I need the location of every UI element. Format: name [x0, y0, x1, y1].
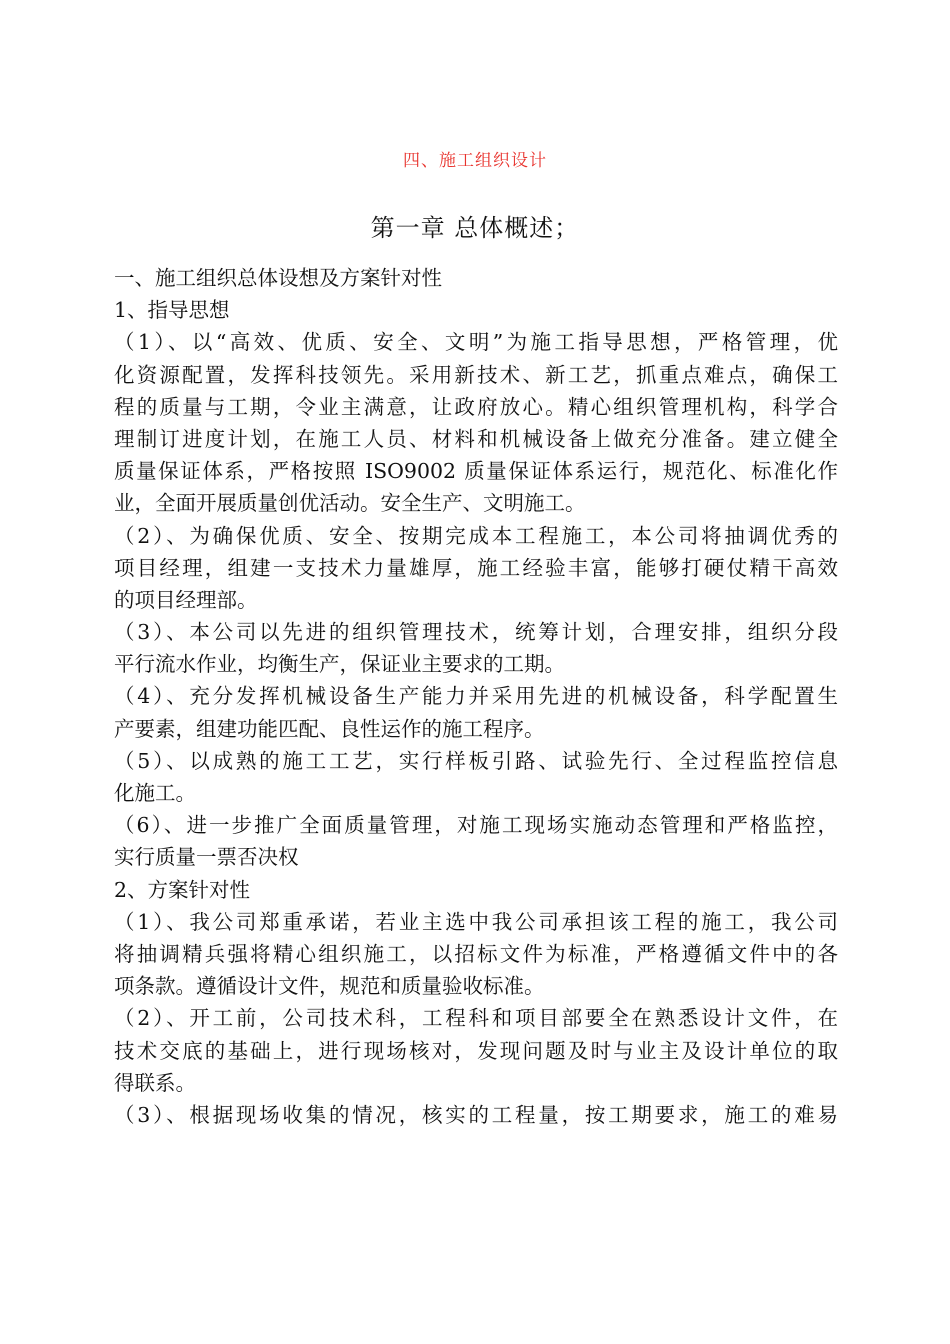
text-line: 的项目经理部。	[114, 587, 258, 612]
text-line: （1）、以“高效、优质、安全、文明”为施工指导思想，严格管理，优	[114, 330, 838, 355]
section-title: 四、施工组织设计	[403, 151, 547, 171]
text-line: 技术交底的基础上，进行现场核对，发现问题及时与业主及设计单位的取	[114, 1038, 838, 1063]
text-line: （3）、本公司以先进的组织管理技术，统筹计划，合理安排，组织分段	[114, 620, 838, 645]
text-line: 化施工。	[114, 781, 196, 805]
text-line: 项条款。遵循设计文件，规范和质量验收标准。	[114, 974, 545, 999]
text-line: 一、施工组织总体设想及方案针对性	[114, 266, 442, 290]
text-line: （2）、为确保优质、安全、按期完成本工程施工，本公司将抽调优秀的	[114, 523, 838, 548]
text-line: （2）、开工前，公司技术科，工程科和项目部要全在熟悉设计文件，在	[114, 1006, 838, 1031]
text-line: 业，全面开展质量创优活动。安全生产、文明施工。	[114, 491, 586, 516]
text-line: 理制订进度计划，在施工人员、材料和机械设备上做充分准备。建立健全	[114, 426, 838, 451]
text-line: 实行质量一票否决权	[114, 845, 299, 870]
text-line: （1）、我公司郑重承诺，若业主选中我公司承担该工程的施工，我公司	[114, 909, 838, 934]
text-line: （5）、以成熟的施工工艺，实行样板引路、试验先行、全过程监控信息	[114, 748, 838, 773]
chapter-title: 第一章 总体概述；	[370, 214, 580, 242]
text-line: 平行流水作业，均衡生产，保证业主要求的工期。	[114, 652, 565, 677]
text-line: （6）、进一步推广全面质量管理，对施工现场实施动态管理和严格监控，	[114, 813, 838, 838]
text-line: 将抽调精兵强将精心组织施工，以招标文件为标准，严格遵循文件中的各	[114, 941, 838, 966]
text-line: 2、方案针对性	[114, 877, 251, 902]
text-line: 程的质量与工期，令业主满意，让政府放心。精心组织管理机构，科学合	[114, 394, 838, 419]
text-line: 化资源配置，发挥科技领先。采用新技术、新工艺，抓重点难点，确保工	[114, 362, 838, 387]
text-line: 质量保证体系，严格按照 ISO9002 质量保证体系运行，规范化、标准化作	[114, 459, 838, 484]
text-line: 产要素，组建功能匹配、良性运作的施工程序。	[114, 716, 545, 741]
text-line: 得联系。	[114, 1070, 196, 1095]
body-text	[114, 262, 838, 1131]
text-line: （4）、充分发挥机械设备生产能力并采用先进的机械设备，科学配置生	[114, 684, 838, 709]
text-line: 项目经理，组建一支技术力量雄厚，施工经验丰富，能够打硬仗精干高效	[114, 555, 838, 580]
text-line: （3）、根据现场收集的情况，核实的工程量，按工期要求，施工的难易	[114, 1102, 838, 1127]
text-line: 1、指导思想	[114, 298, 230, 323]
